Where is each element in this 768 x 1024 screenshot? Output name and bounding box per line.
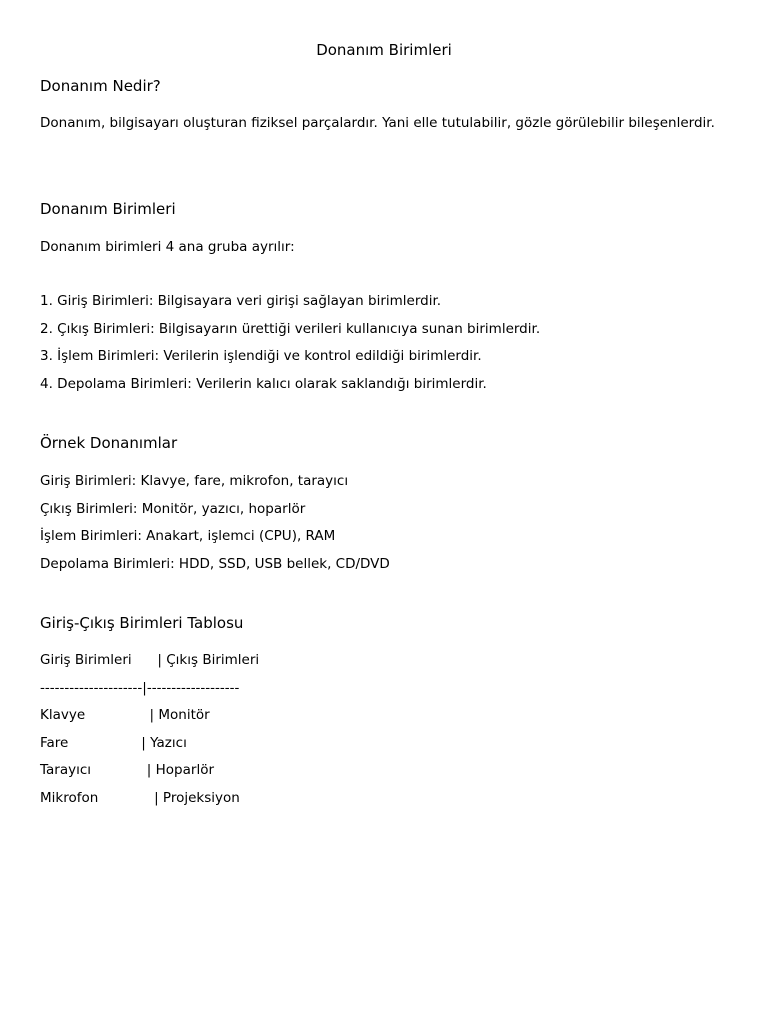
io-units-text-table	[40, 651, 259, 816]
table-row: Fare | Yazıcı	[40, 734, 187, 751]
table-row: ---------------------|-------------------	[40, 679, 240, 696]
hardware-units-intro: Donanım birimleri 4 ana gruba ayrılır:	[40, 239, 295, 255]
list-item: İşlem Birimleri: Anakart, işlemci (CPU), RAM	[40, 528, 336, 544]
section-heading-example-hardware: Örnek Donanımlar	[40, 434, 178, 452]
document-title: Donanım Birimleri	[316, 41, 452, 59]
list-item: Çıkış Birimleri: Monitör, yazıcı, hoparlör	[40, 500, 306, 517]
hardware-definition-paragraph: Donanım, bilgisayarı oluşturan fiziksel parçalardır. Yani elle tutulabilir, gözle görülebilir bileşenlerdir.	[40, 115, 715, 131]
section-heading-what-is-hardware: Donanım Nedir?	[40, 77, 161, 95]
hardware-units-list	[40, 292, 540, 402]
list-item: 4. Depolama Birimleri: Verilerin kalıcı olarak saklandığı birimlerdir.	[40, 375, 487, 392]
list-item: 1. Giriş Birimleri: Bilgisayara veri girişi sağlayan birimlerdir.	[40, 293, 442, 309]
table-row: Tarayıcı | Hoparlör	[40, 762, 215, 778]
section-heading-io-table: Giriş-Çıkış Birimleri Tablosu	[40, 614, 244, 632]
table-row: Giriş Birimleri | Çıkış Birimleri	[40, 652, 260, 668]
list-item: 3. İşlem Birimleri: Verilerin işlendiği ve kontrol edildiği birimlerdir.	[40, 348, 482, 364]
list-item: 2. Çıkış Birimleri: Bilgisayarın ürettiği verileri kullanıcıya sunan birimlerdir.	[40, 320, 541, 337]
list-item: Depolama Birimleri: HDD, SSD, USB bellek, CD/DVD	[40, 555, 390, 572]
list-item: Giriş Birimleri: Klavye, fare, mikrofon, tarayıcı	[40, 473, 349, 489]
table-row: Klavye | Monitör	[40, 707, 210, 723]
table-row: Mikrofon | Projeksiyon	[40, 789, 240, 806]
example-hardware-list	[40, 472, 390, 582]
section-heading-hardware-units: Donanım Birimleri	[40, 200, 176, 218]
